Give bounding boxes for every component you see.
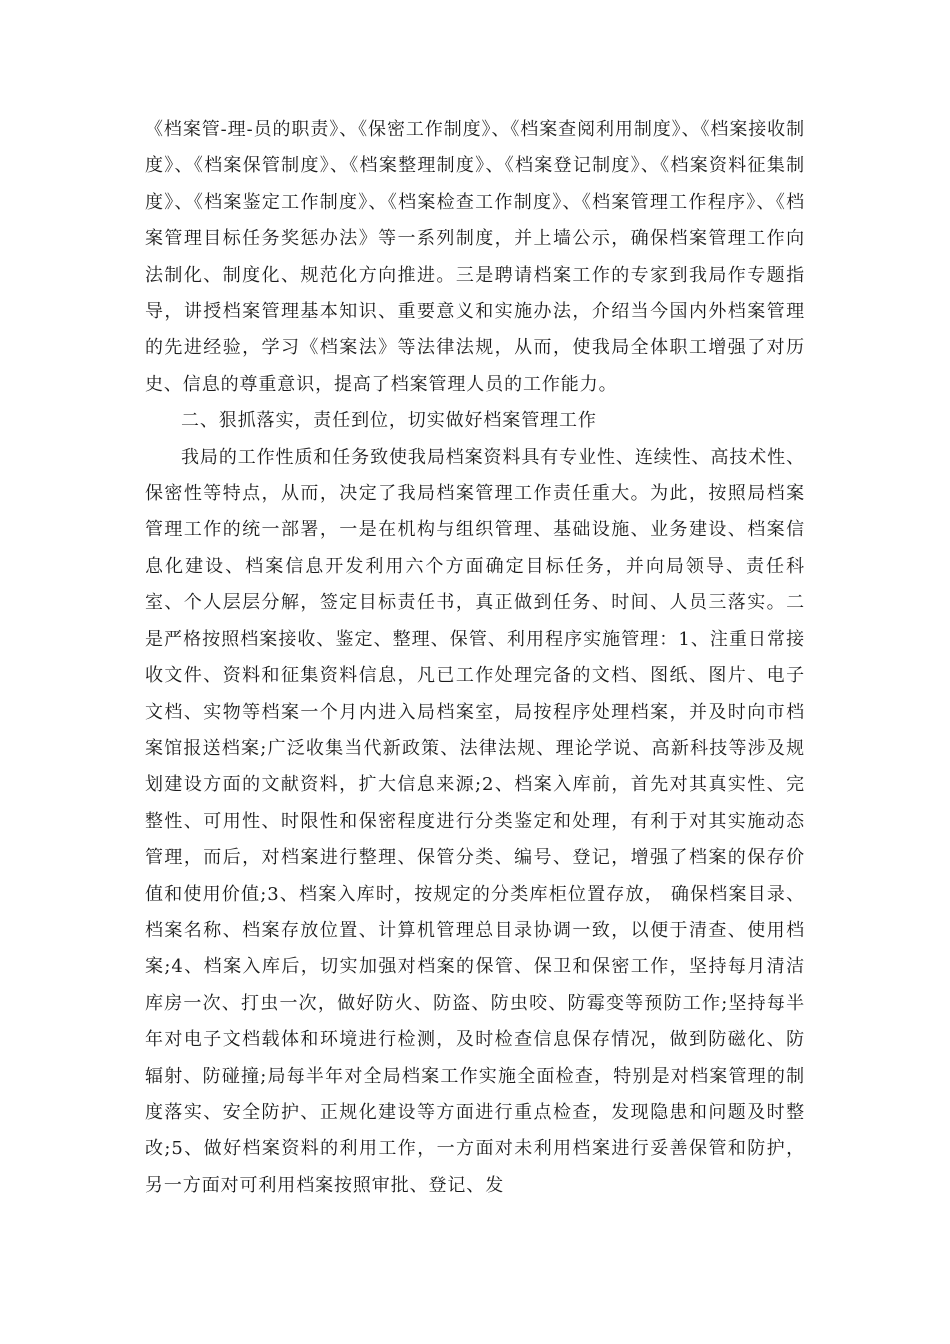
section-heading-implementation: 二、狠抓落实，责任到位，切实做好档案管理工作 <box>181 410 597 432</box>
paragraph-regulations-list: 《档案管-理-员的职责》、《保密工作制度》、《档案查阅利用制度》、《档案接收制度》、《档案保管制度》、《档案整理制度》、《档案登记制度》、《档案资料征集制度》、《档案鉴定工作制度》、《档案检查工作制度》、《档案管理工作程序》、《档案管理目标任务奖惩办法》等一系列制度，并上墙公示，确保档案管理工作向法制化、制度化、规范化方向推进。三是聘请档案工作的专家到我局作专题指导，讲授档案管理基本知识、重要意义和实施办法，介绍当今国内外档案管理的先进经验，学习《档案法》等法律法规，从而，使我局全体职工增强了对历史、信息的尊重意识，提高了档案管理人员的工作能力。 <box>145 119 805 395</box>
document-body <box>145 112 805 1204</box>
paragraph-archive-management: 我局的工作性质和任务致使我局档案资料具有专业性、连续性、高技术性、保密性等特点，从而，决定了我局档案管理工作责任重大。为此，按照局档案管理工作的统一部署，一是在机构与组织管理、基础设施、业务建设、档案信息化建设、档案信息开发利用六个方面确定目标任务，并向局领导、责任科室、个人层层分解，签定目标责任书，真正做到任务、时间、人员三落实。二是严格按照档案接收、鉴定、整理、保管、利用程序实施管理：1、注重日常接收文件、资料和征集资料信息，凡已工作处理完备的文档、图纸、图片、电子文档、实物等档案一个月内进入局档案室，局按程序处理档案，并及时向市档案馆报送档案;广泛收集当代新政策、法律法规、理论学说、高新科技等涉及规划建设方面的文献资料，扩大信息来源;2、档案入库前，首先对其真实性、完整性、可用性、时限性和保密程度进行分类鉴定和处理，有利于对其实施动态管理，而后，对档案进行整理、保管分类、编号、登记，增强了档案的保存价值和使用价值;3、档案入库时，按规定的分类库柜位置存放， 确保档案目录、档案名称、档案存放位置、计算机管理总目录协调一致，以便于清查、使用档案;4、档案入库后，切实加强对档案的保管、保卫和保密工作，坚持每月清洁库房一次、打虫一次，做好防火、防盗、防虫咬、防霉变等预防工作;坚持每半年对电子文档载体和环境进行检测，及时检查信息保存情况，做到防磁化、防辐射、防碰撞;局每半年对全局档案工作实施全面检查，特别是对档案管理的制度落实、安全防护、正规化建设等方面进行重点检查，发现隐患和问题及时整改;5、做好档案资料的利用工作，一方面对未利用档案进行妥善保管和防护，另一方面对可利用档案按照审批、登记、发 <box>145 446 805 1196</box>
